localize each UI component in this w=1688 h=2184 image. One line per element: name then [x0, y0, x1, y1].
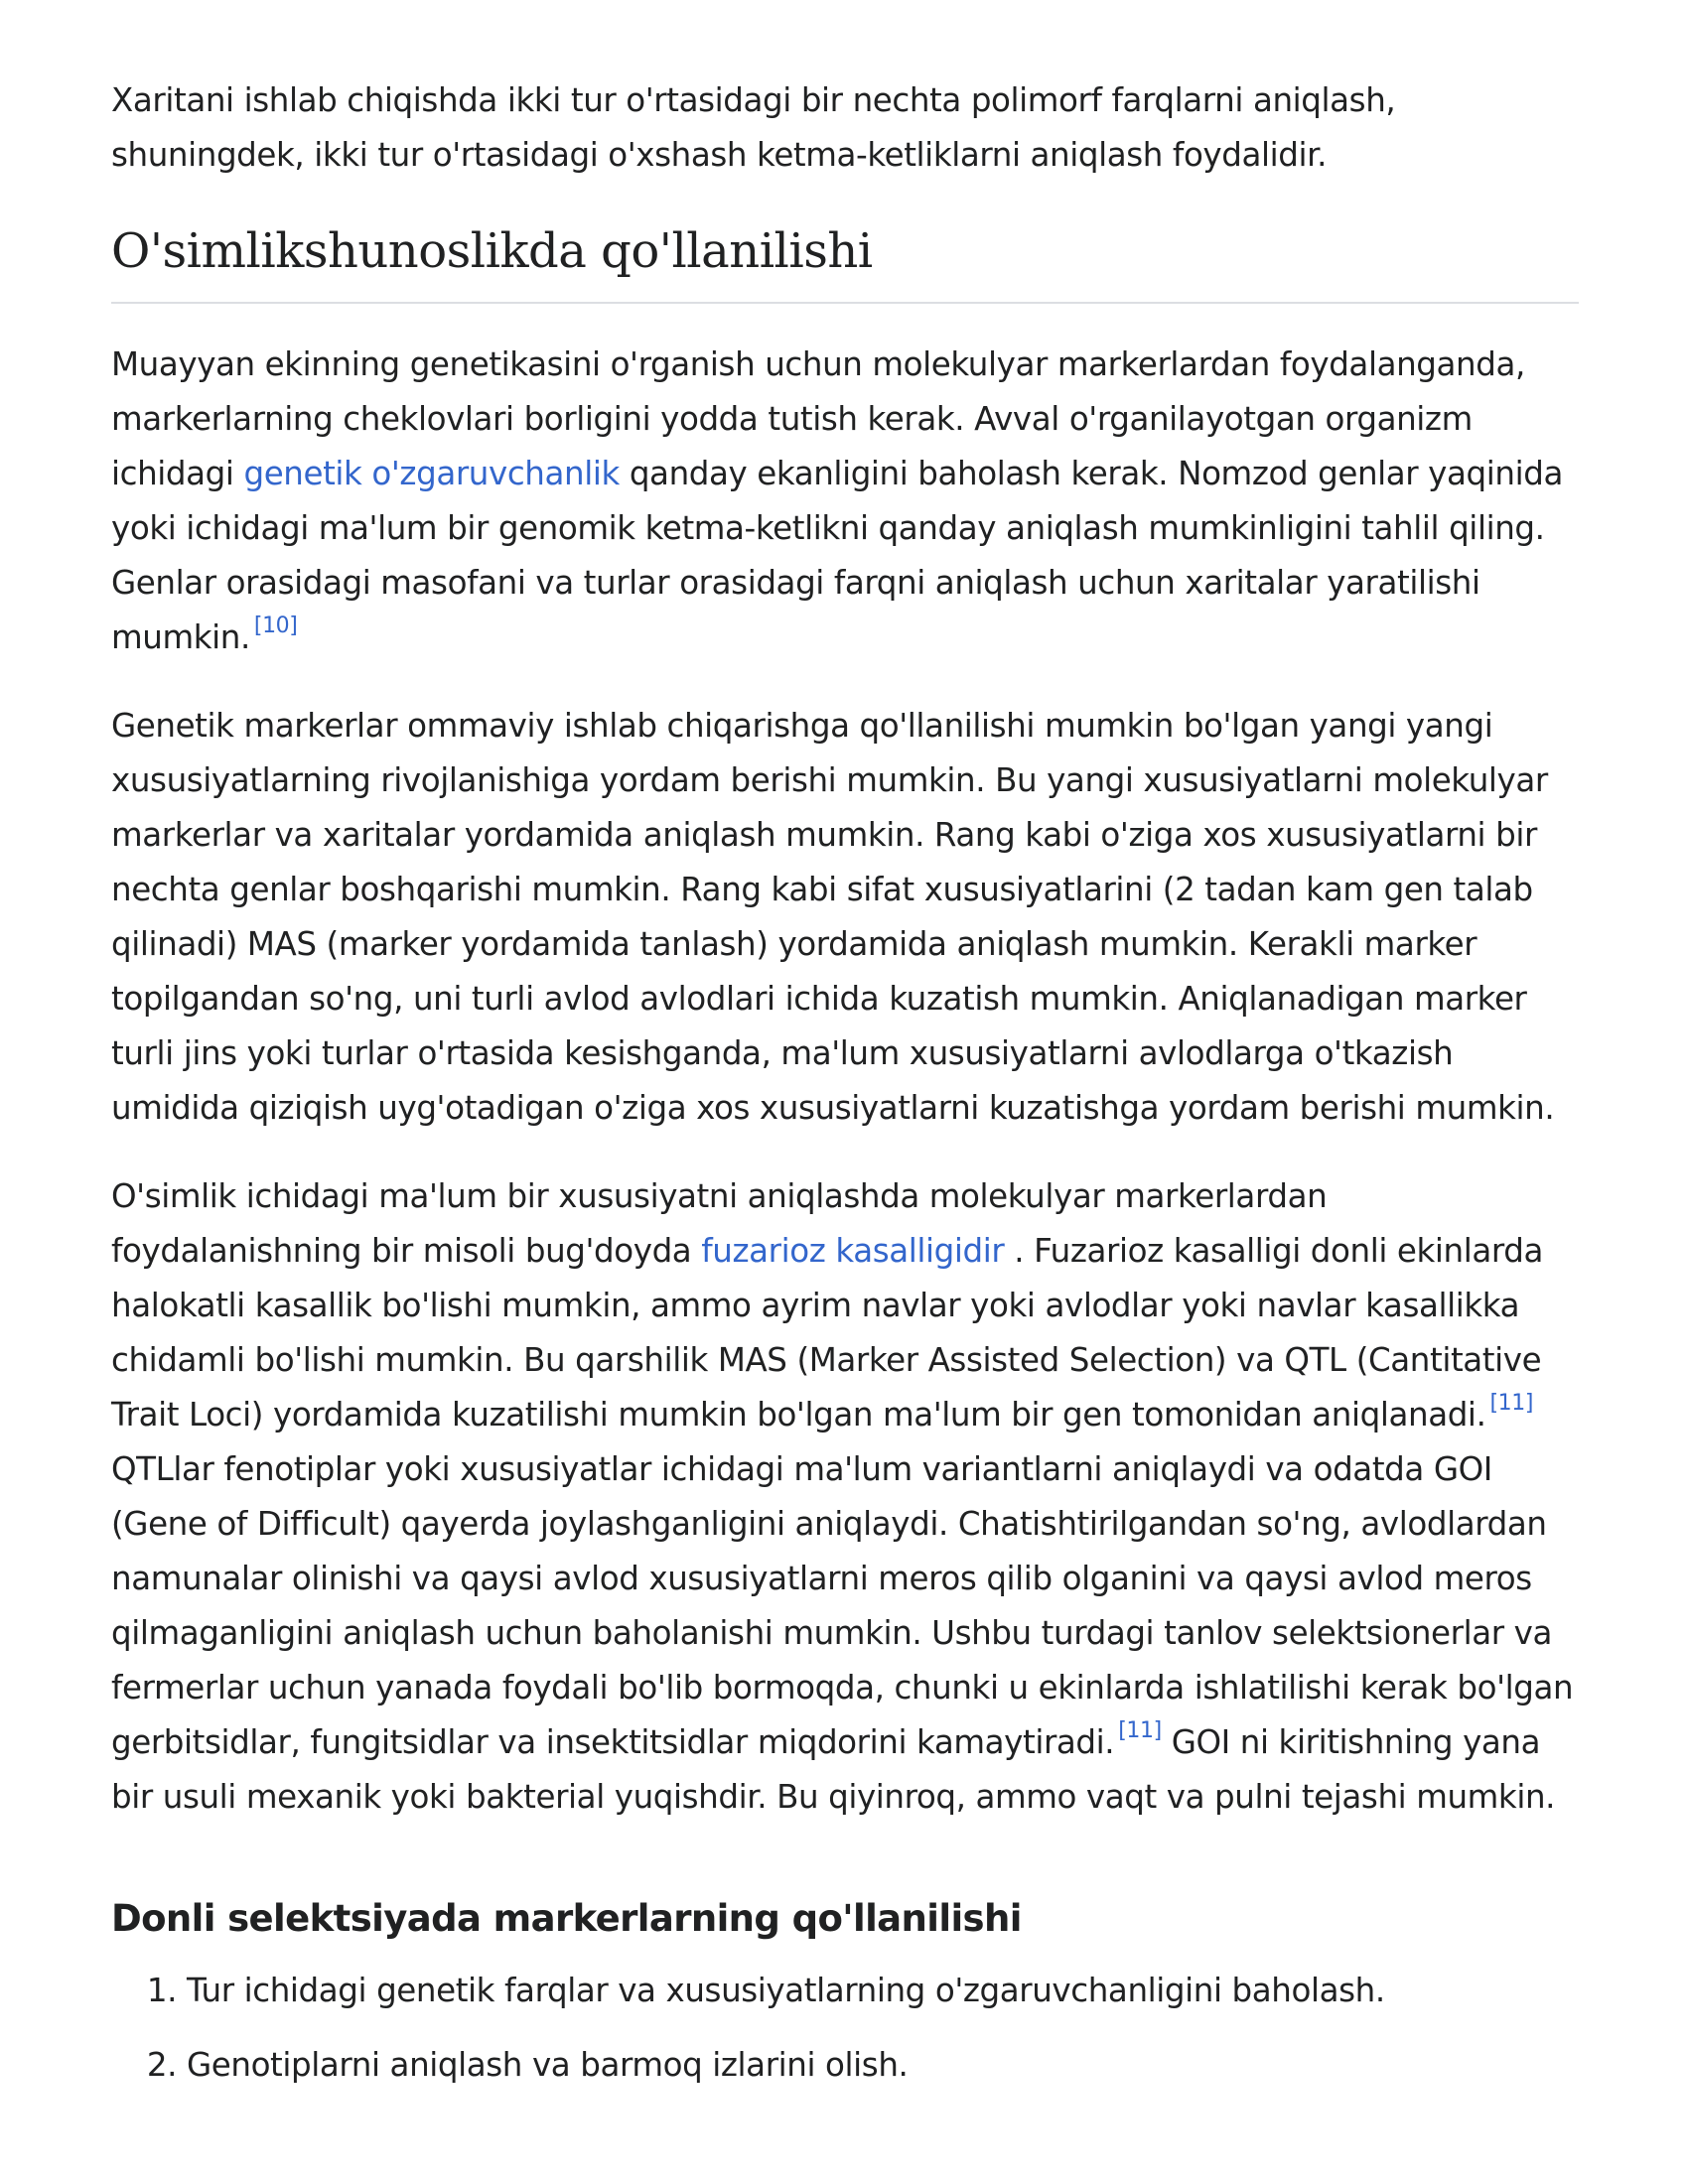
- paragraph-text: Muayyan ekinning genetikasini o'rganish uchun molekulyar markerlardan foydalanganda, markerlarning cheklovlari borligini yodda tutish kerak. Avval o'rganilayotgan organizm ichidagi: [111, 345, 1525, 492]
- citation-ref-11[interactable]: [1490, 1391, 1534, 1416]
- citation-ref-10[interactable]: [254, 614, 298, 638]
- section-heading: O'simlikshunoslikda qo'llanilishi: [111, 220, 1579, 304]
- paragraph-text: QTLlar fenotiplar yoki xususiyatlar ichidagi ma'lum variantlarni aniqlaydi va odatda GOI (Gene of Difficult) qayerda joylashganligini aniqlaydi. Chatishtirilgandan so'ng, avlodlardan namunalar olinishi va qaysi avlod xususiyatlarni meros qilib olganini va qaysi avlod meros qilmaganligini aniqlash uchun baholanishi mumkin. Ushbu turdagi tanlov selektsionerlar va fermerlar uchun yanada foydali bo'lib bormoqda, chunki u ekinlarda ishlatilishi kerak bo'lgan gerbitsidlar, fungitsidlar va insektitsidlar miqdorini kamaytiradi.: [111, 1450, 1574, 1761]
- paragraph-text: . Fuzarioz kasalligi donli ekinlarda halokatli kasallik bo'lishi mumkin, ammo ayrim navlar yoki avlodlar yoki navlar kasallikka chidamli bo'lishi mumkin. Bu qarshilik MAS (Marker Assisted Selection) va QTL (Cantitative Trait Loci) yordamida kuzatilishi mumkin bo'lgan ma'lum bir gen tomonidan aniqlanadi.: [111, 1232, 1544, 1433]
- paragraph-text: O'simlik ichidagi ma'lum bir xususiyatni aniqlashda molekulyar markerlardan foydalanishning bir misoli bug'doyda: [111, 1177, 1328, 1270]
- citation-ref-11[interactable]: [1118, 1718, 1162, 1743]
- paragraph-text: GOI ni kiritishning yana bir usuli mexanik yoki bakterial yuqishdir. Bu qiyinroq, ammo vaqt va pulni tejashi mumkin.: [111, 1723, 1556, 1816]
- paragraph-text: qanday ekanligini baholash kerak. Nomzod genlar yaqinida yoki ichidagi ma'lum bir genomik ketma-ketlikni qanday aniqlash mumkinligini tahlil qiling. Genlar orasidagi masofani va turlar orasidagi farqni aniqlash uchun xaritalar yaratilishi mumkin.: [111, 455, 1563, 656]
- usage-list: [111, 1964, 1579, 2093]
- intro-paragraph: Xaritani ishlab chiqishda ikki tur o'rtasidagi bir nechta polimorf farqlarni aniqlash, shuningdek, ikki tur o'rtasidagi o'xshash ketma-ketliklarni aniqlash foydalidir.: [111, 81, 1396, 174]
- paragraph-markers-limitations: [111, 338, 1579, 665]
- fusarium-disease-link[interactable]: fuzarioz kasalligidir: [701, 1232, 1005, 1270]
- citation-link[interactable]: [11]: [1489, 1391, 1534, 1416]
- paragraph-genetic-markers: Genetik markerlar ommaviy ishlab chiqarishga qo'llanilishi mumkin bo'lgan yangi yangi xususiyatlarning rivojlanishiga yordam berishi mumkin. Bu yangi xususiyatlarni molekulyar markerlar va xaritalar yordamida aniqlash mumkin. Rang kabi o'ziga xos xususiyatlarni bir nechta genlar boshqarishi mumkin. Rang kabi sifat xususiyatlarini (2 tadan kam gen talab qilinadi) MAS (marker yordamida tanlash) yordamida aniqlash mumkin. Kerakli marker topilgandan so'ng, uni turli avlod avlodlari ichida kuzatish mumkin. Aniqlanadigan marker turli jins yoki turlar o'rtasida kesishganda, ma'lum xususiyatlarni avlodlarga o'tkazish umidida qiziqish uyg'otadigan o'ziga xos xususiyatlarni kuzatishga yordam berishi mumkin.: [111, 707, 1555, 1127]
- subsection-heading: Donli selektsiyada markerlarning qo'llanilishi: [111, 1897, 1022, 1940]
- list-item: 1. Tur ichidagi genetik farqlar va xususiyatlarning o'zgaruvchanligini baholash.: [187, 1964, 1579, 2018]
- citation-link[interactable]: [10]: [253, 614, 298, 638]
- genetic-variability-link[interactable]: genetik o'zgaruvchanlik: [243, 455, 620, 492]
- citation-link[interactable]: [11]: [1118, 1718, 1162, 1743]
- paragraph-fusarium-example: [111, 1169, 1579, 1825]
- article-content: [111, 73, 1579, 2113]
- list-item: 2. Genotiplarni aniqlash va barmoq izlarini olish.: [187, 2038, 1579, 2093]
